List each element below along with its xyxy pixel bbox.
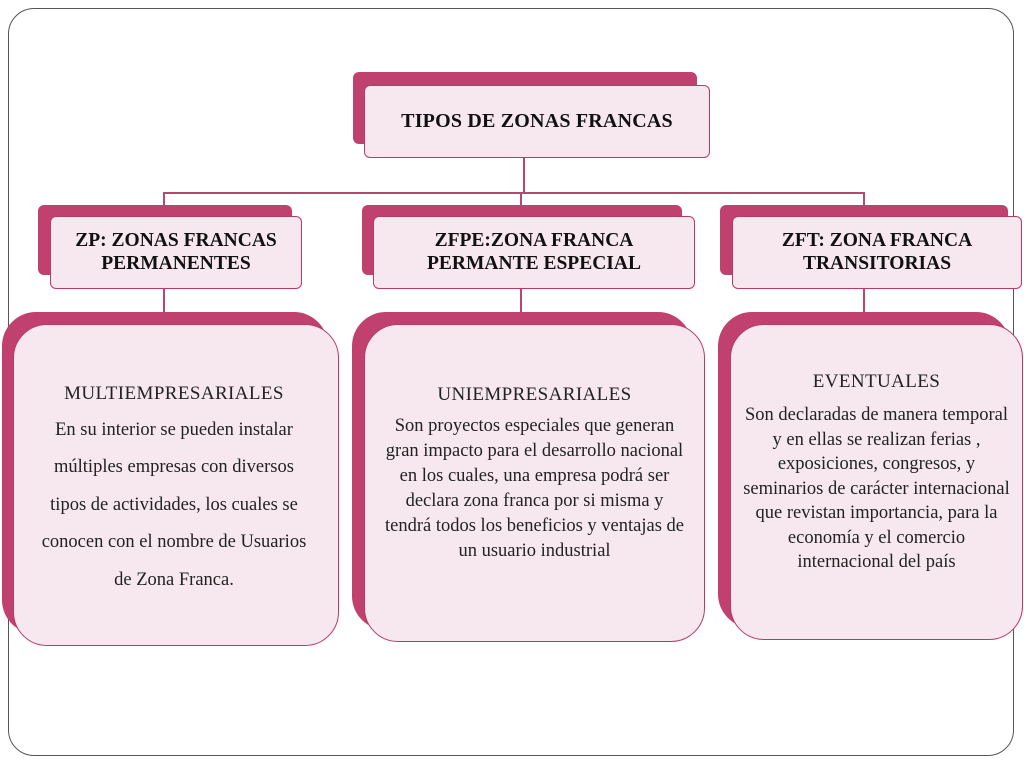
category-label: ZFPE:ZONA FRANCA PERMANTE ESPECIAL <box>427 230 641 274</box>
category-label: ZP: ZONAS FRANCAS PERMANENTES <box>75 230 277 274</box>
detail-description: Son declaradas de manera temporal y en ellas se realizan ferias , exposiciones, congresos, y seminarios de carácter internacional que revistan importancia, para la economía y el comercio internacional del país <box>743 405 1010 573</box>
connector-title-down <box>523 156 525 193</box>
detail-heading: EVENTUALES <box>812 371 941 393</box>
diagram-title: TIPOS DE ZONAS FRANCAS <box>401 110 673 132</box>
category-label: ZFT: ZONA FRANCA TRANSITORIAS <box>781 230 973 274</box>
connector-horizontal <box>163 192 865 194</box>
detail-heading: MULTIEMPRESARIALES <box>64 382 284 404</box>
detail-description: En su interior se pueden instalar múltiples empresas con diversos tipos de actividades, los cuales se conocen con el nombre de Usuarios de Zona Franca. <box>41 419 307 590</box>
detail-description: Son proyectos especiales que generan gran impacto para el desarrollo nacional en los cuales, una empresa podrá ser declara zona franca por si misma y tendrá todos los beneficios y ventajas de un usuario industrial <box>385 416 684 561</box>
detail-heading: UNIEMPRESARIALES <box>437 384 632 405</box>
